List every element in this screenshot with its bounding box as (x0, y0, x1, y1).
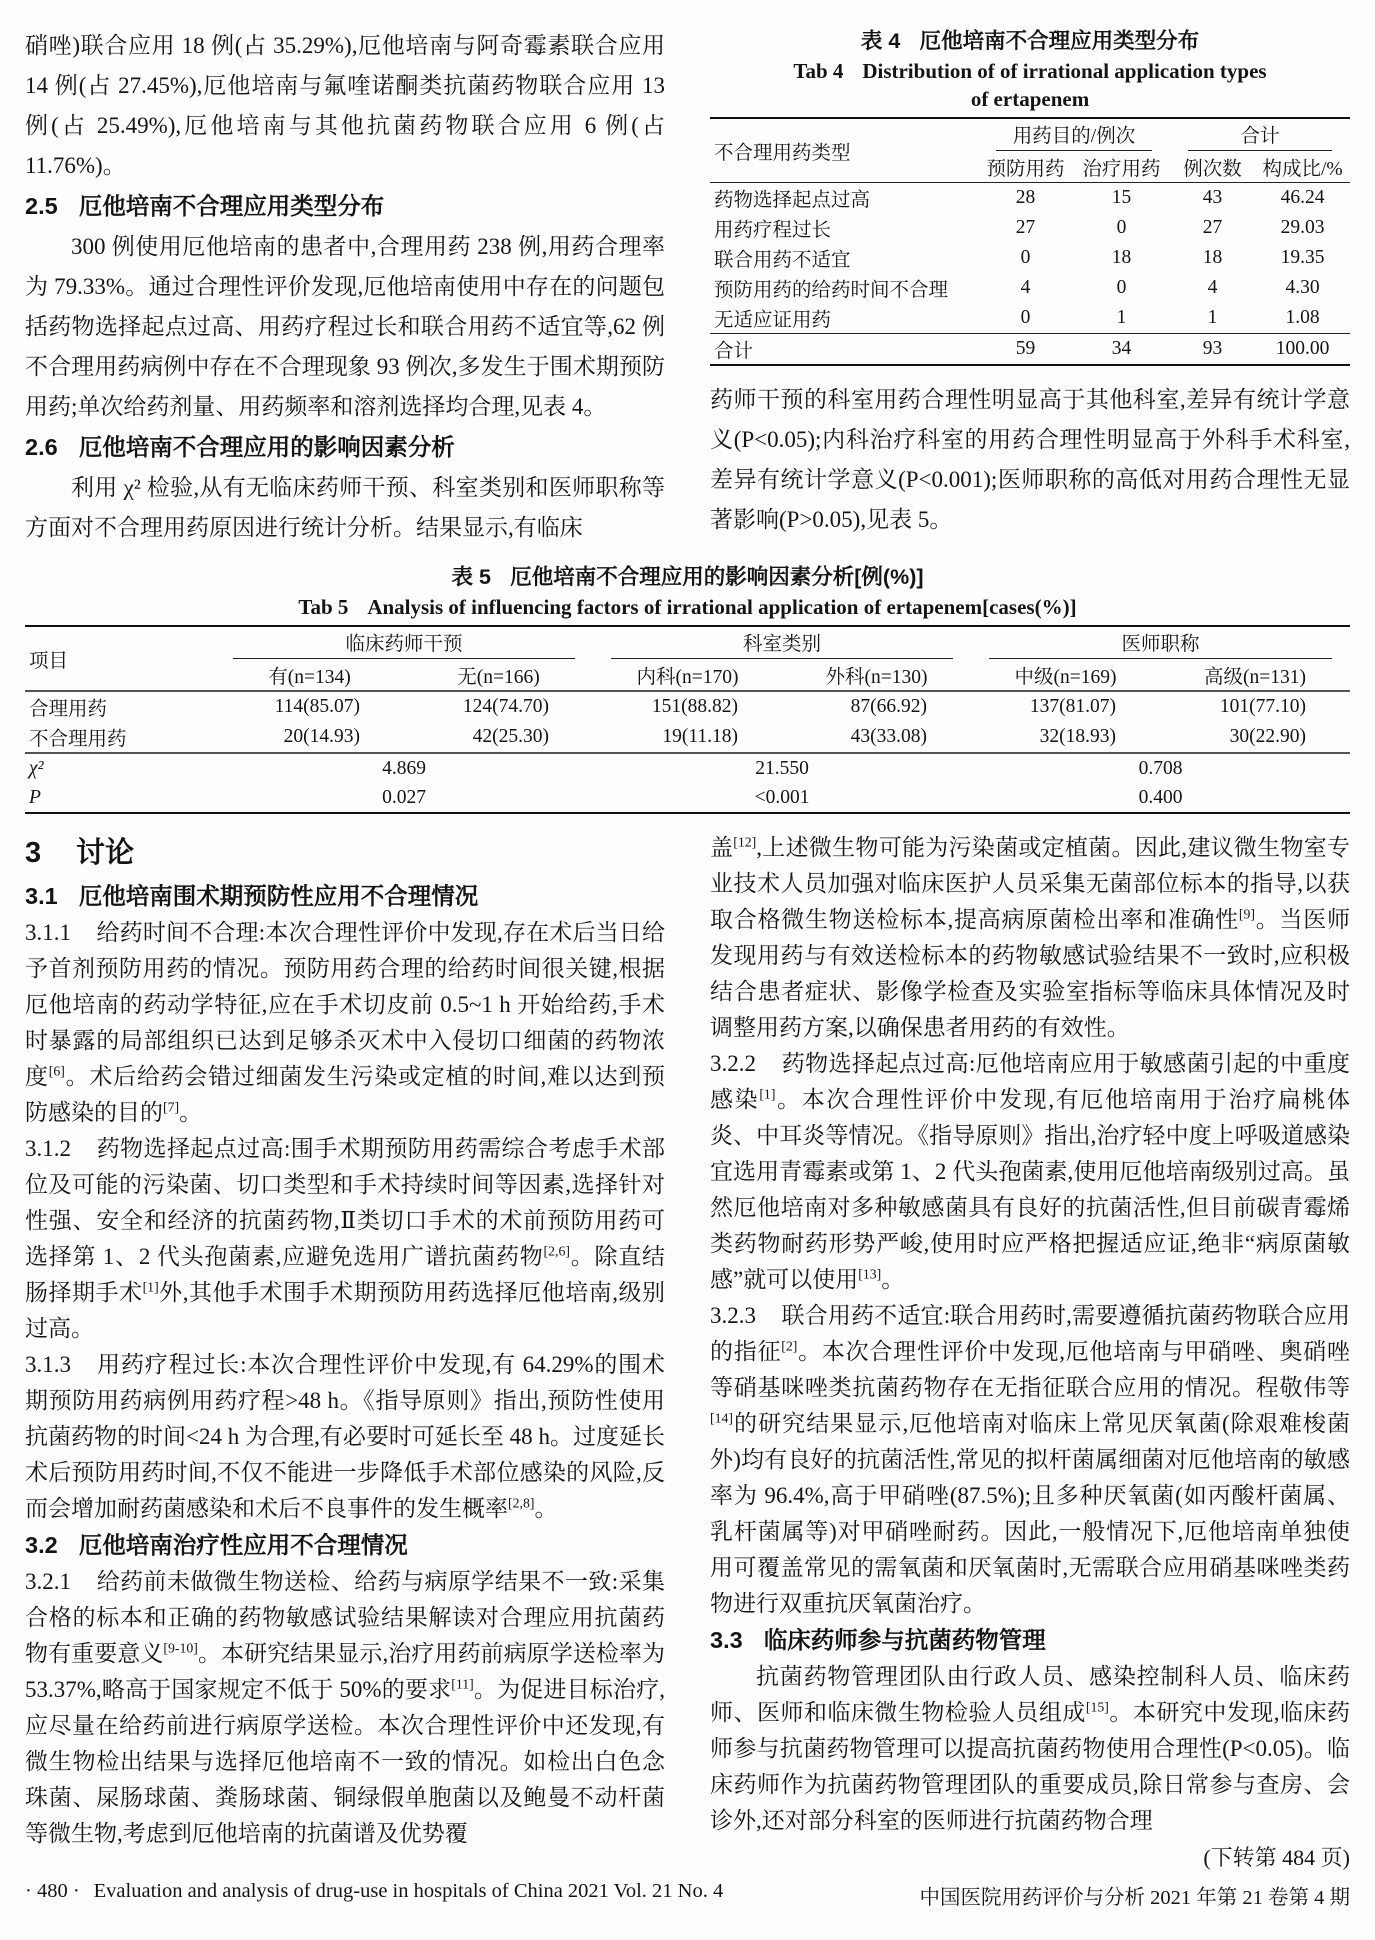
paragraph-continued: 硝唑)联合应用 18 例(占 35.29%),厄他培南与阿奇霉素联合应用 14 例(占 27.45%),厄他培南与氟喹诺酮类抗菌药物联合应用 13 例(占 25.49%),厄他培南与其他抗菌药物联合应用 6 例(占 11.76%)。 (25, 33, 665, 178)
footer-left (25, 1880, 737, 1910)
table-cell: 100.00 (1255, 334, 1350, 366)
table5-header-sub (25, 660, 1350, 691)
table-cell: 151(88.82) (651, 696, 739, 717)
table-cell: 124(74.70) (462, 696, 550, 717)
table-cell: 18 (1111, 247, 1132, 268)
table-cell: 43(33.08) (850, 726, 928, 747)
paragraph-3-2-2 (710, 1046, 1350, 1298)
table5-title-en (25, 593, 1350, 621)
subsection-number: 3.2.2 (710, 1051, 756, 1076)
section-number: 3 (25, 837, 42, 869)
table-row (25, 691, 1350, 722)
table5-group-pharmacist-label: 临床药师干预 (233, 628, 575, 659)
table5-group-department-label: 科室类别 (611, 628, 953, 659)
section-heading-3 (25, 830, 665, 876)
table4-title-en-text: Distribution of of irrational application types (862, 59, 1267, 83)
top-section (25, 26, 1350, 548)
table5-group-pharmacist (215, 626, 593, 660)
paragraph-continued-right: 盖[12],上述微生物可能为污染菌或定植菌。因此,建议微生物室专业技术人员加强对临床医护人员采集无菌部位标本的指导,以获取合格微生物送检标本,提高病原菌检出率和准确性[9]。当医师发现用药与有效送检标本的药物敏感试验结果不一致时,应积极结合患者症状、影像学检查及实验室指标等临床具体情况及时调整用药方案,以确保患者用药的有效性。 (710, 834, 1351, 1040)
table-cell: 43 (1202, 187, 1223, 208)
table-cell: 1.08 (1285, 307, 1320, 328)
journal-name-en: Evaluation and analysis of drug-use in hospitals of China 2021 Vol. 21 No. 4 (93, 1880, 724, 1902)
table-cell: 0 (1020, 247, 1031, 268)
table-cell: 87(66.92) (850, 696, 928, 717)
table-cell: 30(22.90) (1229, 726, 1307, 747)
table5-title-cn (25, 562, 1350, 593)
paragraph-2-6: 利用 χ² 检验,从有无临床药师干预、科室类别和医师职称等方面对不合理用药原因进行统计分析。结果显示,有临床 (25, 475, 665, 540)
table4-group-total-label: 合计 (1188, 120, 1332, 151)
table-cell: 137(81.07) (1029, 696, 1117, 717)
journal-name-cn: 中国医院用药评价与分析 2021 年第 21 卷第 4 期 (919, 1887, 1350, 1909)
discussion-left-column (25, 830, 665, 1852)
subsection-text: 给药时间不合理:本次合理性评价中发现,存在术后当日给予首剂预防用药的情况。预防用药合理的给药时间很关键,根据厄他培南的药动学特征,应在手术切皮前 0.5~1 h 开始给药,手术时暴露的局部组织已达到足够杀灭术中入侵切口细菌的药物浓度[6]。术后给药会错过细菌发生污染或定植的时间,难以达到预防感染的目的[7]。 (25, 920, 666, 1125)
table-cell: 4.869 (215, 753, 593, 783)
table-cell: 4 (1207, 277, 1218, 298)
table-row (710, 303, 1350, 334)
paragraph-3-2-1 (25, 1564, 665, 1852)
table-cell: 0.027 (382, 786, 426, 808)
subsection-number: 3.2.1 (25, 1569, 71, 1594)
table-cell: 18 (1202, 247, 1223, 268)
table-cell: 联合用药不适宜 (714, 250, 851, 271)
table4 (710, 117, 1350, 366)
table-cell: <0.001 (754, 786, 810, 808)
table5-section (25, 562, 1350, 814)
section-heading-3-3 (710, 1622, 1350, 1659)
discussion-section (25, 830, 1350, 1877)
table4-col-treat: 治疗用药 (1073, 152, 1170, 183)
table-cell: 101(77.10) (1219, 696, 1307, 717)
table-cell: 0 (1116, 277, 1127, 298)
table-cell: 无适应证用药 (714, 310, 832, 331)
top-left-column (25, 26, 665, 548)
section-number: 2.5 (25, 193, 58, 219)
paragraph-3-3: 抗菌药物管理团队由行政人员、感染控制科人员、临床药师、医师和临床微生物检验人员组成[15]。本研究中发现,临床药师参与抗菌药物管理可以提高抗菌药物使用合理性(P<0.05)。临床药师作为抗菌药物管理团队的重要成员,除日常参与查房、会诊外,还对部分科室的医师进行抗菌药物合理 (710, 1664, 1351, 1833)
table4-col-type: 不合理用药类型 (710, 118, 978, 183)
table-total-row (710, 334, 1350, 366)
table-cell: 15 (1111, 187, 1132, 208)
section-number: 3.2 (25, 1532, 58, 1558)
table5-col-intermediate: 中级(n=169) (971, 660, 1160, 691)
table-cell: 27 (1202, 217, 1223, 238)
section-heading-2-5 (25, 186, 665, 227)
table-cell: 0 (1116, 217, 1127, 238)
table5-col-without: 无(n=166) (404, 660, 593, 691)
page-number: · 480 · (25, 1880, 80, 1902)
table-cell: 合理用药 (29, 699, 108, 720)
table-cell: 1 (1116, 307, 1127, 328)
section-number: 2.6 (25, 434, 58, 460)
section-title: 临床药师参与抗菌药物管理 (763, 1627, 1046, 1653)
table-cell: 46.24 (1280, 187, 1325, 208)
table-cell: P (29, 786, 41, 808)
table-cell: 不合理用药 (29, 729, 127, 750)
table-cell: χ² (25, 753, 215, 783)
table-row (25, 722, 1350, 753)
paragraph-3-1-3 (25, 1347, 665, 1527)
table5 (25, 625, 1350, 814)
table-cell: 0.708 (971, 753, 1350, 783)
section-title: 讨论 (75, 837, 134, 869)
table4-title-en-line1 (710, 57, 1350, 85)
table4-title-cn-text: 厄他培南不合理应用类型分布 (919, 29, 1200, 53)
table5-col-with: 有(n=134) (215, 660, 404, 691)
table-cell: 59 (978, 334, 1073, 366)
table-cell: 0 (1020, 307, 1031, 328)
discussion-right-column (710, 830, 1350, 1877)
table-cell: 1 (1207, 307, 1218, 328)
table-cell: 28 (1015, 187, 1036, 208)
table5-col-item: 项目 (25, 626, 215, 691)
subsection-text: 用药疗程过长:本次合理性评价中发现,有 64.29%的围术期预防用药病例用药疗程>48 h。《指导原则》指出,预防性使用抗菌药物的时间<24 h 为合理,有必要时可延长至 48 h。过度延长术后预防用药时间,不仅不能进一步降低手术部位感染的风险,反而会增加耐药菌感染和术后不良事件的发生概率[2,8]。 (25, 1352, 665, 1521)
table-row (710, 243, 1350, 273)
table4-group-total (1170, 118, 1350, 152)
table-cell: 药物选择起点过高 (714, 190, 871, 211)
table-cell: 预防用药的给药时间不合理 (714, 280, 949, 301)
table5-title-cn-text: 厄他培南不合理应用的影响因素分析[例(%)] (510, 565, 924, 589)
paragraph-3-1-2 (25, 1131, 665, 1347)
table-cell: 用药疗程过长 (714, 220, 832, 241)
table-cell: 21.550 (593, 753, 971, 783)
table-cell: 20(14.93) (283, 726, 360, 747)
section-number: 3.3 (710, 1627, 743, 1653)
subsection-text: 药物选择起点过高:围手术期预防用药需综合考虑手术部位及可能的污染菌、切口类型和手术持续时间等因素,选择针对性强、安全和经济的抗菌药物,Ⅱ类切口手术的术前预防用药可选择第 1、2 代头孢菌素,应避免选用广谱抗菌药物[2,6]。除直结肠择期手术[1]外,其他手术围手术期预防用药选择厄他培南,级别过高。 (25, 1136, 666, 1341)
table-cell: 42(25.30) (472, 726, 550, 747)
table-cell: 114(85.07) (274, 696, 360, 717)
table4-group-purpose-label: 用药目的/例次 (996, 120, 1152, 151)
section-title: 厄他培南不合理应用的影响因素分析 (78, 434, 455, 460)
subsection-number: 3.1.2 (25, 1136, 71, 1161)
table-cell: 合计 (710, 334, 978, 366)
table5-group-department (593, 626, 971, 660)
table4-title-en-line2: of ertapenem (970, 87, 1090, 111)
table5-title-en-text: Analysis of influencing factors of irrational application of ertapenem[cases(%)] (367, 595, 1077, 619)
subsection-number: 3.1.3 (25, 1352, 71, 1377)
table5-group-title-rank-label: 医师职称 (989, 628, 1332, 659)
table5-group-title-rank (971, 626, 1350, 660)
table5-label-cn: 表 5 (451, 565, 491, 589)
paragraph-after-table4: 药师干预的科室用药合理性明显高于其他科室,差异有统计学意义(P<0.05);内科治疗科室的用药合理性明显高于外科手术科室,差异有统计学意义(P<0.001);医师职称的高低对用药合理性无显著影响(P>0.05),见表 5。 (710, 387, 1350, 532)
table-row (710, 183, 1350, 214)
table4-col-cases: 例次数 (1170, 152, 1255, 183)
continued-on-page-note: (下转第 484 页) (1203, 1845, 1350, 1870)
table-cell: 93 (1170, 334, 1255, 366)
page-footer (25, 1880, 1350, 1910)
table-stat-row-p (25, 783, 1350, 813)
table5-label-en: Tab 5 (298, 595, 349, 619)
table5-col-surgical: 外科(n=130) (782, 660, 971, 691)
table-cell: 29.03 (1280, 217, 1325, 238)
section-title: 厄他培南不合理应用类型分布 (78, 193, 385, 219)
subsection-number: 3.2.3 (710, 1303, 756, 1328)
table-stat-row-chi (25, 753, 1350, 783)
table5-col-internal: 内科(n=170) (593, 660, 782, 691)
section-title: 厄他培南治疗性应用不合理情况 (78, 1532, 408, 1558)
table-cell: 4 (1020, 277, 1031, 298)
table5-col-senior: 高级(n=131) (1160, 660, 1350, 691)
paragraph-3-2-3 (710, 1298, 1350, 1622)
paragraph-2-5: 300 例使用厄他培南的患者中,合理用药 238 例,用药合理率为 79.33%。通过合理性评价发现,厄他培南使用中存在的问题包括药物选择起点过高、用药疗程过长和联合用药不适宜等,62 例不合理用药病例中存在不合理现象 93 例次,多发生于围术期预防用药;单次给药剂量、用药频率和溶剂选择均合理,见表 4。 (25, 234, 665, 419)
table-cell: 34 (1073, 334, 1170, 366)
subsection-number: 3.1.1 (25, 920, 71, 945)
table4-col-ratio: 构成比/% (1255, 152, 1350, 183)
table4-label-cn: 表 4 (860, 29, 901, 53)
subsection-text: 联合用药不适宜:联合用药时,需要遵循抗菌药物联合应用的指征[2]。本次合理性评价中发现,厄他培南与甲硝唑、奥硝唑等硝基咪唑类抗菌药物存在无指征联合应用的情况。程敬伟等[14]的研究结果显示,厄他培南对临床上常见厌氧菌(除艰难梭菌外)均有良好的抗菌活性,常见的拟杆菌属细菌对厄他培南的敏感率为 96.4%,高于甲硝唑(87.5%);且多种厌氧菌(如丙酸杆菌属、乳杆菌属等)对甲硝唑耐药。因此,一般情况下,厄他培南单独使用可覆盖常见的需氧菌和厌氧菌时,无需联合应用硝基咪唑类药物进行双重抗厌氧菌治疗。 (710, 1303, 1351, 1616)
table-cell: 0.400 (1138, 786, 1183, 808)
section-heading-3-2 (25, 1527, 665, 1564)
table-cell: 19.35 (1280, 247, 1325, 268)
subsection-text: 药物选择起点过高:厄他培南应用于敏感菌引起的中重度感染[1]。本次合理性评价中发现,有厄他培南用于治疗扁桃体炎、中耳炎等情况。《指导原则》指出,治疗轻中度上呼吸道感染宜选用青霉素或第 1、2 代头孢菌素,使用厄他培南级别过高。虽然厄他培南对多种敏感菌具有良好的抗菌活性,但目前碳青霉烯类药物耐药形势严峻,使用时应严格把握适应证,绝非“病原菌敏感”就可以使用[13]。 (710, 1051, 1351, 1292)
table-row (710, 273, 1350, 303)
table4-col-prevent: 预防用药 (978, 152, 1073, 183)
table4-label-en: Tab 4 (793, 59, 844, 83)
table-cell: 32(18.93) (1039, 726, 1117, 747)
subsection-text: 给药前未做微生物送检、给药与病原学结果不一致:采集合格的标本和正确的药物敏感试验结果解读对合理应用抗菌药物有重要意义[9-10]。本研究结果显示,治疗用药前病原学送检率为 53.37%,略高于国家规定不低于 50%的要求[11]。为促进目标治疗,应尽量在给药前进行病原学送检。本次合理性评价中还发现,有微生物检出结果与选择厄他培南不一致的情况。如检出白色念珠菌、屎肠球菌、粪肠球菌、铜绿假单胞菌以及鲍曼不动杆菌等微生物,考虑到厄他培南的抗菌谱及优势覆 (25, 1569, 666, 1846)
section-heading-3-1 (25, 878, 665, 915)
table5-header-groups (25, 626, 1350, 660)
table-cell: 19(11.18) (662, 726, 739, 747)
paragraph-3-1-1 (25, 915, 665, 1131)
table-row (710, 213, 1350, 243)
table4-header-groups (710, 118, 1350, 152)
table4-title-cn (710, 26, 1350, 57)
section-heading-2-6 (25, 427, 665, 468)
top-right-column (710, 26, 1350, 540)
section-number: 3.1 (25, 883, 58, 909)
table4-group-purpose (978, 118, 1170, 152)
table-cell: 4.30 (1285, 277, 1320, 298)
table-cell: 27 (1015, 217, 1036, 238)
section-title: 厄他培南围术期预防性应用不合理情况 (78, 883, 479, 909)
